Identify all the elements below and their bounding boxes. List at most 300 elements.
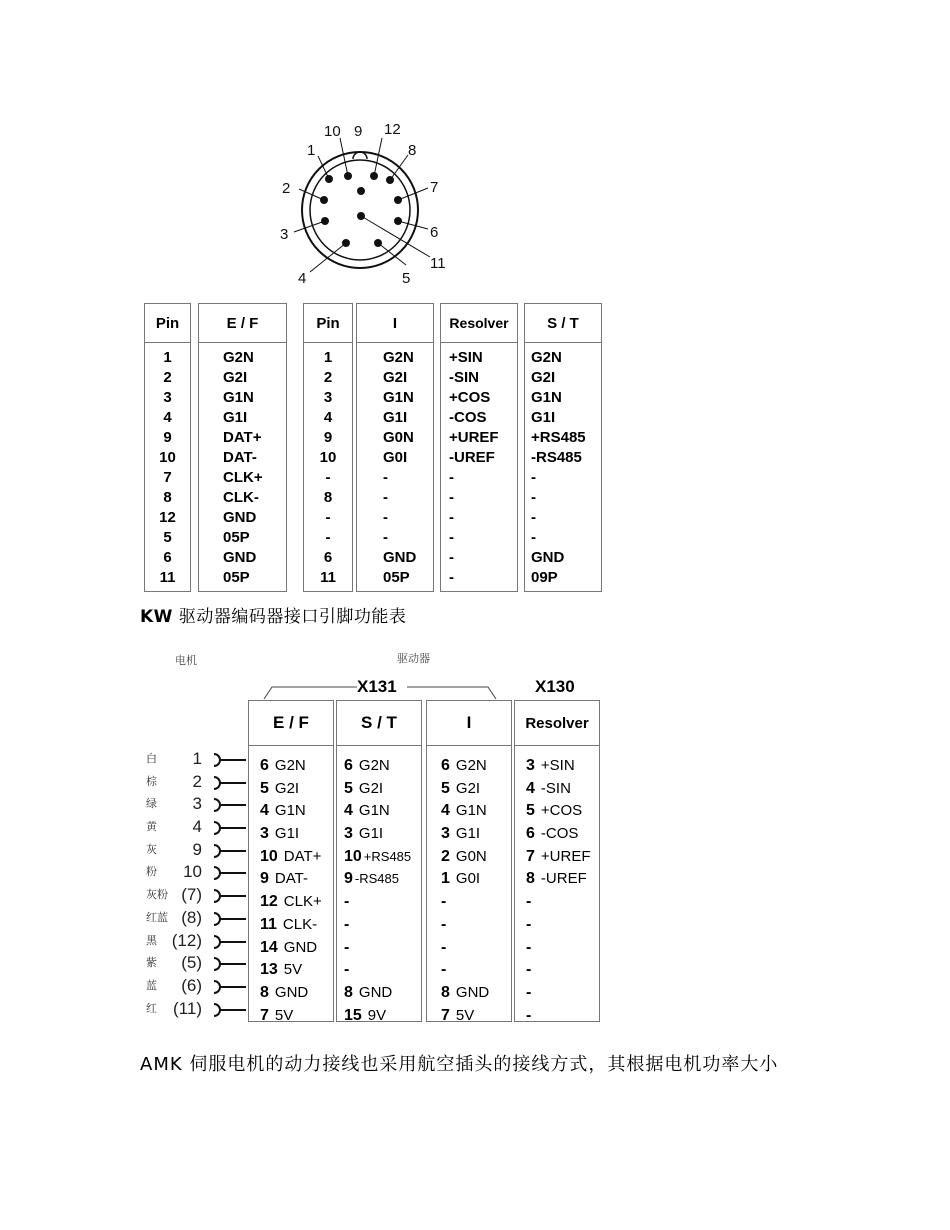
table-cell: -: [449, 509, 454, 526]
signal-name: 9V: [367, 1006, 387, 1024]
wire-color: 黑: [146, 933, 157, 947]
table-row: [430, 982, 511, 1005]
motor-pin-number: (7): [181, 885, 202, 905]
column-header: Resolver: [441, 304, 517, 343]
table-cell: 4: [163, 409, 172, 426]
table-row: [515, 868, 599, 891]
pin-number: 11: [260, 915, 277, 933]
motor-pin-row: [146, 907, 248, 930]
table-row: [515, 1005, 599, 1028]
signal-name: 5V: [455, 1006, 475, 1024]
pin-number: 13: [260, 961, 278, 979]
column-header: I: [427, 701, 511, 746]
table-row: [430, 891, 511, 914]
table-cell: 2: [323, 369, 333, 386]
signal-name: GND: [358, 983, 393, 1001]
signal-name: +SIN: [540, 757, 575, 774]
pin-label: 10: [324, 123, 341, 140]
table-cell: 1: [163, 349, 172, 366]
table-row: [249, 755, 333, 778]
table-cell: 12: [159, 509, 176, 526]
pin-label: 12: [384, 121, 401, 138]
table-cell: G1I: [383, 409, 408, 426]
pin-number: -: [441, 961, 447, 979]
table-row: [333, 846, 421, 869]
table-row: [249, 982, 333, 1005]
table-row: [430, 778, 511, 801]
signal-name: DAT-: [274, 870, 308, 888]
table-cell: +UREF: [449, 429, 499, 446]
pin-number: -: [526, 961, 532, 979]
pin-label: 7: [430, 179, 439, 196]
table-cell: CLK-: [223, 489, 259, 506]
motor-pin-number: (12): [171, 930, 202, 950]
table-row: [249, 800, 333, 823]
table-row: [515, 982, 599, 1005]
pin-number: 7: [526, 847, 535, 865]
table1-col-pin: [144, 303, 191, 592]
pin-number: 9: [344, 870, 353, 888]
pin-label: 9: [354, 123, 363, 140]
motor-pin-row: [146, 998, 248, 1021]
pin-number: 4: [526, 779, 535, 797]
table-row: [249, 959, 333, 982]
pin-number: 3: [344, 825, 353, 843]
motor-pin-row: [146, 952, 248, 975]
table-cell: 6: [163, 549, 172, 566]
signal-name: -COS: [540, 825, 579, 843]
motor-pin-row: [146, 793, 248, 816]
wire-color: 绿: [146, 797, 157, 811]
table1-col-st: [524, 303, 602, 592]
table-row: [249, 846, 333, 869]
table-cell: 09P: [531, 569, 558, 586]
column-header: S / T: [337, 701, 421, 746]
wire-color: 灰: [146, 842, 157, 856]
socket-icon: [208, 912, 248, 926]
table-cell: G1N: [223, 389, 254, 406]
table-cell: G0N: [383, 429, 414, 446]
socket-icon: [208, 935, 248, 949]
table2-col-i: [426, 700, 512, 1022]
motor-pin-number: 1: [192, 749, 202, 768]
wire-color: 红蓝: [146, 910, 168, 924]
pin-label: 1: [307, 142, 316, 159]
table-row: [249, 891, 333, 914]
table-cell: 9: [323, 429, 333, 446]
table-cell: -: [531, 509, 536, 526]
socket-icon: [208, 866, 248, 880]
motor-pin-number: 2: [192, 771, 202, 791]
motor-pin-row: [146, 771, 248, 794]
table-row: [333, 1005, 421, 1028]
pin-number: -: [441, 915, 447, 933]
motor-pin-number: 3: [192, 794, 202, 814]
table-cell: 9: [163, 429, 172, 446]
table-row: [249, 823, 333, 846]
signal-name: 5V: [283, 961, 303, 979]
table-row: [515, 823, 599, 846]
socket-icon: [208, 844, 248, 858]
table1-col-pin2: [303, 303, 353, 592]
table-cell: -: [449, 489, 454, 506]
table-cell: -: [383, 469, 388, 486]
column-cells: [304, 348, 352, 588]
table-row: [333, 914, 421, 937]
socket-icon: [208, 821, 248, 835]
signal-name: G0I: [455, 870, 481, 888]
table-row: [333, 959, 421, 982]
motor-pin-number: (5): [181, 953, 202, 973]
signal-name: GND: [283, 938, 318, 956]
pin-number: -: [526, 915, 532, 933]
pin-number: -: [344, 961, 350, 979]
table-cell: 3: [323, 389, 333, 406]
pin-number: 12: [260, 893, 278, 911]
table-row: [430, 937, 511, 960]
signal-name: -UREF: [540, 870, 587, 888]
table-cell: 4: [323, 409, 333, 426]
signal-name: +COS: [540, 802, 583, 820]
pin-number: -: [526, 983, 532, 1001]
signal-name: -RS485: [354, 871, 399, 887]
table-row: [430, 959, 511, 982]
pin-number: 6: [344, 757, 353, 774]
pin-number: -: [344, 893, 350, 911]
pin-number: 14: [260, 938, 278, 956]
pin-number: 5: [260, 779, 269, 797]
column-header: E / F: [199, 304, 286, 343]
table-row: [430, 1005, 511, 1028]
signal-name: -SIN: [540, 779, 571, 797]
table-cell: -: [449, 469, 454, 486]
table1-col-resolver: [440, 303, 518, 592]
table-cell: -: [325, 509, 331, 526]
table-row: [333, 937, 421, 960]
table-row: [515, 755, 599, 778]
socket-icon: [208, 957, 248, 971]
signal-name: G2N: [274, 757, 306, 774]
table-cell: 8: [163, 489, 172, 506]
table-row: [333, 755, 421, 778]
table-row: [430, 823, 511, 846]
group-x131: X131: [357, 677, 397, 696]
table-cell: -: [383, 529, 388, 546]
pin-number: 6: [441, 757, 450, 774]
signal-name: G1N: [274, 802, 306, 820]
table-row: [249, 868, 333, 891]
signal-name: G1I: [358, 825, 384, 843]
motor-pin-list: [146, 748, 248, 1020]
paragraph: AMK 伺服电机的动力接线也采用航空插头的接线方式，其根据电机功率大小: [140, 1054, 779, 1075]
drive-label: 驱动器: [397, 652, 430, 665]
table-cell: -: [383, 509, 388, 526]
table2-col-st: [336, 700, 422, 1022]
column-cells: [449, 348, 517, 588]
signal-name: CLK-: [282, 915, 318, 933]
column-cells: [383, 348, 433, 588]
table-cell: +SIN: [449, 349, 483, 366]
table-cell: 05P: [223, 569, 250, 586]
table-cell: G2I: [383, 369, 408, 386]
group-x130: X130: [535, 677, 575, 696]
motor-pin-row: [146, 930, 248, 953]
pin-number: 15: [344, 1006, 362, 1024]
table-row: [515, 800, 599, 823]
socket-icon: [208, 889, 248, 903]
wire-color: 蓝: [146, 978, 157, 992]
column-cells: [515, 755, 599, 1027]
table2-col-resolver: [514, 700, 600, 1022]
table-cell: -COS: [449, 409, 487, 426]
motor-pin-row: [146, 748, 248, 771]
table-cell: 10: [319, 449, 337, 466]
pin-number: -: [441, 938, 447, 956]
motor-pin-number: (6): [181, 975, 202, 995]
table-row: [249, 778, 333, 801]
pin-number: 4: [441, 802, 450, 820]
pin-number: -: [441, 893, 447, 911]
socket-icon: [208, 798, 248, 812]
table-cell: -: [325, 529, 331, 546]
table1-col-ef: [198, 303, 287, 592]
wire-color: 黄: [146, 820, 157, 834]
column-cells: [531, 348, 601, 588]
connector-pinout-diagram: [270, 115, 460, 290]
pin-number: 7: [441, 1006, 450, 1024]
table-row: [515, 778, 599, 801]
motor-pin-number: (11): [173, 998, 202, 1018]
pin-number: 3: [441, 825, 450, 843]
pin-number: 10: [260, 847, 278, 865]
pin-number: -: [526, 938, 532, 956]
table-row: [333, 778, 421, 801]
column-header: S / T: [525, 304, 601, 343]
pin-number: 7: [260, 1006, 269, 1024]
column-header: E / F: [249, 701, 333, 746]
column-cells: [249, 755, 333, 1027]
table-cell: G2N: [223, 349, 254, 366]
socket-icon: [208, 1003, 248, 1017]
signal-name: G2N: [358, 757, 390, 774]
signal-name: G2N: [455, 757, 487, 774]
motor-pin-number: 9: [192, 839, 202, 859]
table-cell: DAT-: [223, 449, 257, 466]
table-cell: 8: [323, 489, 333, 506]
table-cell: 7: [163, 469, 172, 486]
table-row: [333, 868, 421, 891]
pin-number: 9: [260, 870, 269, 888]
socket-icon: [208, 753, 248, 767]
table-cell: -: [325, 469, 331, 486]
pin-label: 2: [282, 180, 291, 197]
table-cell: G1I: [223, 409, 248, 426]
wire-color: 紫: [146, 956, 157, 970]
pin-number: 10: [344, 847, 362, 865]
motor-pin-row: [146, 861, 248, 884]
pin-number: 8: [260, 983, 269, 1001]
table-cell: G2N: [383, 349, 414, 366]
column-cells: [430, 755, 511, 1027]
motor-pin-number: 4: [192, 817, 202, 837]
motor-pin-row: [146, 975, 248, 998]
table-row: [515, 846, 599, 869]
table-cell: G1N: [383, 389, 414, 406]
table-cell: GND: [223, 549, 257, 566]
table-row: [515, 959, 599, 982]
motor-pin-number: 10: [183, 862, 202, 882]
pin-number: -: [344, 938, 350, 956]
pin-number: 5: [441, 779, 450, 797]
pin-label: 11: [430, 255, 446, 272]
motor-pin-number: (8): [181, 907, 202, 927]
table-cell: GND: [383, 549, 417, 566]
signal-name: G2I: [358, 779, 384, 797]
table-cell: +RS485: [531, 429, 586, 446]
table-cell: -: [449, 529, 454, 546]
signal-name: GND: [455, 983, 490, 1001]
column-header: Pin: [304, 304, 352, 343]
table1-caption: [140, 602, 406, 627]
table-row: [515, 937, 599, 960]
table-cell: 6: [323, 549, 333, 566]
table-cell: -SIN: [449, 369, 479, 386]
pin-number: 4: [260, 802, 269, 820]
table-cell: G1N: [531, 389, 562, 406]
socket-icon: [208, 980, 248, 994]
table-cell: 2: [163, 369, 172, 386]
column-cells: [333, 755, 421, 1027]
table-cell: G2N: [531, 349, 562, 366]
column-header: Resolver: [515, 701, 599, 746]
table-cell: 05P: [383, 569, 410, 586]
signal-name: DAT+: [283, 847, 322, 865]
motor-pin-row: [146, 816, 248, 839]
pin-number: 8: [526, 870, 535, 888]
table-cell: DAT+: [223, 429, 262, 446]
wire-color: 粉: [146, 865, 157, 879]
table-cell: G2I: [531, 369, 556, 386]
signal-name: G1I: [274, 825, 300, 843]
signal-name: G1I: [455, 825, 481, 843]
signal-name: CLK+: [283, 893, 322, 911]
table-row: [333, 891, 421, 914]
pin-number: 3: [260, 825, 269, 843]
table-cell: +COS: [449, 389, 491, 406]
signal-name: 5V: [274, 1006, 294, 1024]
pin-label: 8: [408, 142, 417, 159]
table-cell: GND: [223, 509, 257, 526]
table-cell: 05P: [223, 529, 250, 546]
table-cell: -: [531, 489, 536, 506]
table-row: [430, 846, 511, 869]
table-cell: G1I: [531, 409, 556, 426]
table-row: [515, 891, 599, 914]
table-cell: 10: [159, 449, 176, 466]
pin-number: -: [526, 893, 532, 911]
column-cells: [145, 348, 190, 588]
pin-number: 3: [526, 757, 535, 774]
pin-number: 1: [441, 870, 450, 888]
pin-number: 6: [526, 825, 535, 843]
column-header: I: [357, 304, 433, 343]
table-row: [333, 982, 421, 1005]
table-row: [430, 800, 511, 823]
table-cell: G0I: [383, 449, 408, 466]
signal-name: G2I: [455, 779, 481, 797]
caption-text: 驱动器编码器接口引脚功能表: [172, 607, 407, 627]
socket-icon: [208, 776, 248, 790]
table-row: [249, 937, 333, 960]
table-row: [515, 914, 599, 937]
table-cell: -: [449, 549, 454, 566]
table-cell: 1: [323, 349, 333, 366]
table-cell: 11: [159, 569, 176, 586]
table2-col-ef: [248, 700, 334, 1022]
table1-col-i: [356, 303, 434, 592]
pin-number: 2: [441, 847, 450, 865]
motor-pin-row: [146, 884, 248, 907]
signal-name: G2I: [274, 779, 300, 797]
table-row: [249, 1005, 333, 1028]
pin-number: -: [344, 915, 350, 933]
table-cell: 5: [163, 529, 172, 546]
signal-name: G1N: [358, 802, 390, 820]
table-cell: -RS485: [531, 449, 582, 466]
signal-name: G1N: [455, 802, 487, 820]
table-row: [333, 800, 421, 823]
pin-label: 4: [298, 270, 307, 287]
signal-name: G0N: [455, 847, 487, 865]
table-row: [430, 755, 511, 778]
pin-number: 5: [344, 779, 353, 797]
column-header: Pin: [145, 304, 190, 343]
pin-label: 3: [280, 226, 289, 243]
table-row: [249, 914, 333, 937]
table-cell: -: [383, 489, 388, 506]
table-row: [430, 914, 511, 937]
pin-label: 6: [430, 224, 439, 241]
table-cell: -UREF: [449, 449, 495, 466]
column-cells: [223, 348, 286, 588]
signal-name: +RS485: [363, 848, 412, 864]
pin-number: 8: [344, 983, 353, 1001]
wire-color: 白: [146, 752, 157, 765]
motor-pin-row: [146, 839, 248, 862]
table-cell: GND: [531, 549, 565, 566]
pin-number: 4: [344, 802, 353, 820]
table-cell: G2I: [223, 369, 248, 386]
pin-number: -: [526, 1006, 532, 1024]
table-cell: -: [531, 469, 536, 486]
pin-number: 8: [441, 983, 450, 1001]
table-row: [430, 868, 511, 891]
wire-color: 棕: [146, 774, 157, 788]
table-cell: 3: [163, 389, 172, 406]
motor-label: 电机: [175, 654, 197, 667]
signal-name: +UREF: [540, 847, 591, 865]
signal-name: GND: [274, 983, 309, 1001]
table-cell: 11: [320, 569, 336, 586]
table-cell: CLK+: [223, 469, 263, 486]
wire-color: 红: [146, 1001, 157, 1015]
table-cell: -: [449, 569, 454, 586]
pin-number: 6: [260, 757, 269, 774]
wire-color: 灰粉: [146, 888, 168, 902]
caption-bold: KW: [140, 607, 173, 627]
pin-label: 5: [402, 270, 411, 287]
table-cell: -: [531, 529, 536, 546]
